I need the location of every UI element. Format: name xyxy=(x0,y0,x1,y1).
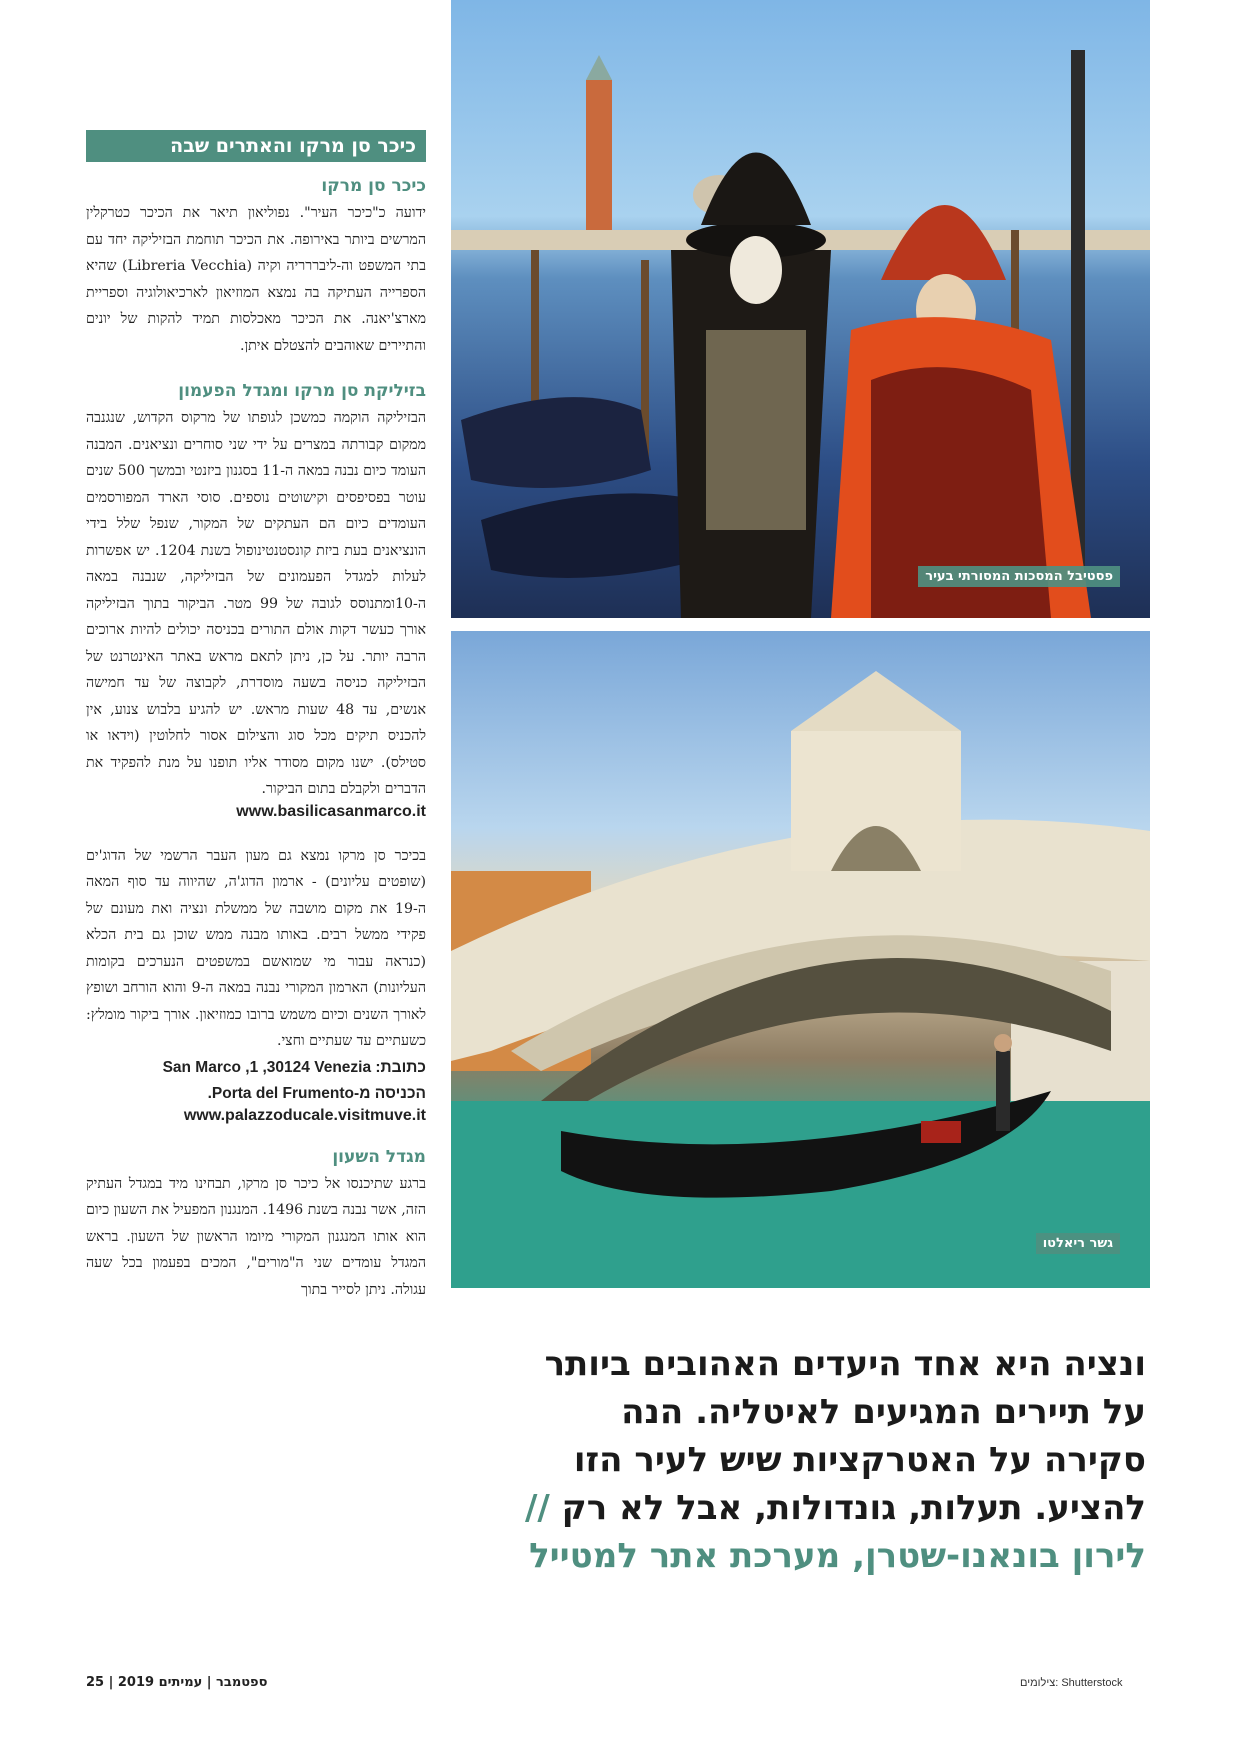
lead-text: ונציה היא אחד היעדים האהובים ביותר על תיירים המגיעים לאיטליה. הנה סקירה על האטרקציות שיש לעיר הזו להציע. תעלות, גונדולות, אבל לא רק xyxy=(544,1344,1146,1528)
section-header: כיכר סן מרקו והאתרים שבה xyxy=(86,130,426,162)
lead-paragraph xyxy=(520,1340,1146,1580)
link-basilica[interactable]: www.basilicasanmarco.it xyxy=(236,802,426,820)
caption-rialto: גשר ריאלטו xyxy=(1036,1233,1120,1254)
subhead-clock-tower: מגדל השעון xyxy=(332,1146,426,1167)
subhead-basilica: בזיליקת סן מרקו ומגדל הפעמון xyxy=(178,381,426,401)
carnival-illustration xyxy=(451,0,1150,618)
address-line-2: הכניסה מ-Porta del Frumento. xyxy=(207,1084,426,1102)
paragraph-clock-tower: ברגע שתיכנסו אל כיכר סן מרקו, תבחינו מיד במגדל העתיק הזה, אשר נבנה בשנת 1496. המנגנון המפעיל את השעון כיום הוא אותו המנגנון המקורי מיומו הראשון של השעון. בראש המגדל עומדים שני ה"מורים", המכים בפעמון בכל שעה עגולה. ניתן לסייר בתוך xyxy=(86,1175,426,1298)
caption-carnival: פסטיבל המסכות המסורתי בעיר xyxy=(918,566,1120,587)
photo-carnival-masks xyxy=(451,0,1150,618)
photo-credit: צילומים: Shutterstock xyxy=(1020,1677,1123,1689)
paragraph-doge-palace: בכיכר סן מרקו נמצא גם מעון העבר הרשמי של הדוג'ים (שופטים עליונים) - ארמון הדוג'ה, שהיווה עד סוף המאה ה-19 את מקום מושבה של ממשלת ונציה ואת מעונם של פקידי ממשל רבים. באותו מבנה ממש שוכן גם בית הכלא (כנראה עבור מי שמואשם במשפטים הנערכים בקומות העליונות) הארמון המקורי נבנה במאה ה-9 והוא הורחב ושופץ לאורך השנים וכיום משמש ברובו כמוזיאון. אורך ביקור מומלץ: כשעתיים עד שעתיים וחצי. xyxy=(86,847,426,1049)
address-line-1: כתובת: San Marco ,1 ,30124 Venezia xyxy=(162,1058,426,1076)
rialto-illustration xyxy=(451,631,1150,1288)
photo-rialto-bridge xyxy=(451,631,1150,1288)
page-footer: 25 | 2019 ספטמבר | עמיתים xyxy=(86,1675,268,1690)
subhead-sanmarco-square: כיכר סן מרקו xyxy=(321,176,426,196)
article-column xyxy=(86,130,426,1303)
link-palazzo-ducale[interactable]: www.palazzoducale.visitmuve.it xyxy=(183,1106,426,1124)
author-credit: // לירון בונאנו-שטרן, מערכת אתר למטייל xyxy=(524,1488,1146,1576)
paragraph-sanmarco-square: ידועה כ"כיכר העיר". נפוליאון תיאר את הכיכר כטרקלין המרשים ביותר באירופה. את הכיכר תוחמת הבזיליקה יחד עם בתי המשפט וה-ליבררריה וקיה (Libreria Vecchia) שהיא הספרייה העתיקה בה נמצא המוזיאון לארכיאולוגיה וספריית מארצ'יאנה. את הכיכר מאכלסות תמיד להקות של יונים והתיירים שאוהבים להצטלם איתן. xyxy=(86,205,426,354)
paragraph-basilica: הבזיליקה הוקמה כמשכן לגופתו של מרקוס הקדוש, שנגנבה ממקום קבורתה במצרים על ידי שני סוחרים ונציאנים. המבנה העומד כיום נבנה במאה ה-11 בסגנון ביזנטי ובמשך 500 שנים עוטר בפסיפסים וקישוטים נוספים. סוסי הארד המפורסמים העומדים כיום הם העתקים של המקור, שנפל שלל בידי הונציאנים בעת ביזת קונסטנטינופול בשנת 1204. יש אפשרות לעלות למגדל הפעמונים של הבזיליקה, שנבנה במאה ה-10ומתנוסס לגובה של 99 מטר. הביקור בתוך הבזיליקה אורך כעשר דקות אולם התורים בכניסה יכולים להיות ארוכים הרבה יותר. על כן, ניתן לתאם מראש באתר האינטרנט של הבזיליקה כניסה בשעה מוסדרת, לקבוצה של עד חמישה אנשים, עד 48 שעות מראש. יש להגיע בלבוש צנוע, אין להכניס תיקים מכל סוג והצילום אסור לחלוטין (וידאו או סטילס). ישנו מקום מסודר אליו תופנו על מנת להפקיד את הדברים ולקבלם בתום הביקור. xyxy=(86,410,426,797)
